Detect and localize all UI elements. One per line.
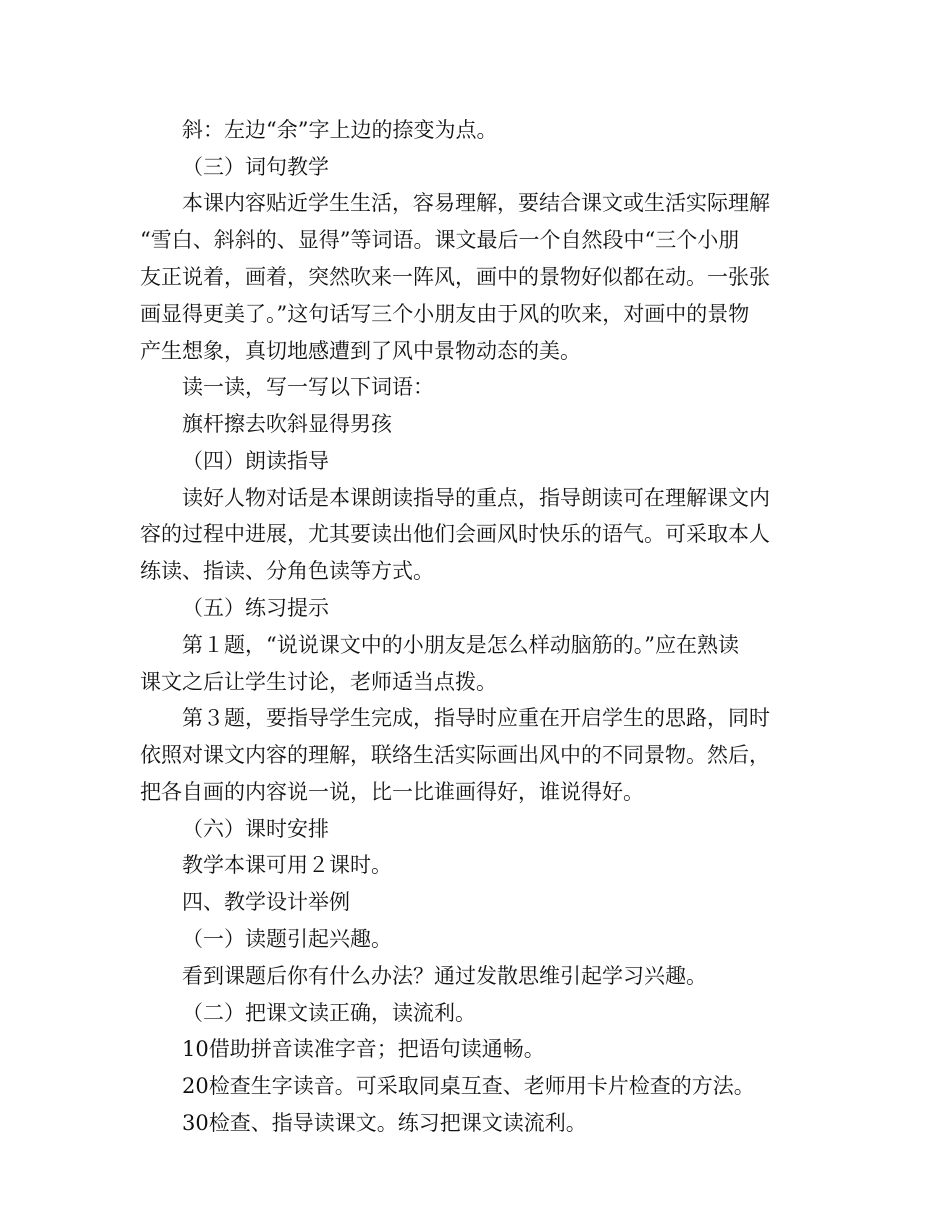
paragraph-line: 第１题，“说说课文中的小朋友是怎么样动脑筋的。”应在熟读 [182,633,739,657]
paragraph-line: 教学本课可用２课时。 [182,853,392,877]
section-heading: （二）把课文读正确，读流利。 [182,1001,476,1025]
paragraph-line: 读一读，写一写以下词语： [182,375,434,399]
paragraph-line: 容的过程中进展，尤其要读出他们会画风时快乐的语气。可采取本人 [140,522,770,546]
paragraph-line: 看到课题后你有什么办法？通过发散思维引起学习兴趣。 [182,964,707,988]
paragraph-line: 第３题，要指导学生完成，指导时应重在开启学生的思路，同时 [182,706,770,730]
list-item: 10借助拼音读准字音；把语句读通畅。 [182,1037,545,1061]
section-heading: （六）课时安排 [182,817,329,841]
paragraph-line: 练读、指读、分角色读等方式。 [140,559,434,583]
vocabulary-line: 旗杆擦去吹斜显得男孩 [182,412,392,436]
paragraph-line: 读好人物对话是本课朗读指导的重点，指导朗读可在理解课文内 [182,486,770,510]
paragraph-line: “雪白、斜斜的、显得”等词语。课文最后一个自然段中“三个小朋 [140,228,740,252]
paragraph-line: 课文之后让学生讨论，老师适当点拨。 [140,670,497,694]
chapter-heading: 四、教学设计举例 [182,890,350,914]
paragraph-line: 斜：左边“余”字上边的捺变为点。 [182,118,498,142]
paragraph-line: 画显得更美了。”这句话写三个小朋友由于风的吹来，对画中的景物 [140,302,750,326]
paragraph-line: 把各自画的内容说一说，比一比谁画得好，谁说得好。 [140,780,644,804]
section-heading: （四）朗读指导 [182,449,329,473]
section-heading: （三）词句教学 [182,155,329,179]
paragraph-line: 依照对课文内容的理解，联络生活实际画出风中的不同景物。然后， [140,743,770,767]
section-heading: （一）读题引起兴趣。 [182,927,392,951]
list-item: 20检查生字读音。可采取同桌互查、老师用卡片检查的方法。 [182,1074,755,1098]
paragraph-line: 本课内容贴近学生生活，容易理解，要结合课文或生活实际理解 [182,191,770,215]
paragraph-line: 产生想象，真切地感遭到了风中景物动态的美。 [140,339,581,363]
list-item: 30检查、指导读课文。练习把课文读流利。 [182,1111,587,1135]
paragraph-line: 友正说着，画着，突然吹来一阵风，画中的景物好似都在动。一张张 [140,265,770,289]
section-heading: （五）练习提示 [182,596,329,620]
